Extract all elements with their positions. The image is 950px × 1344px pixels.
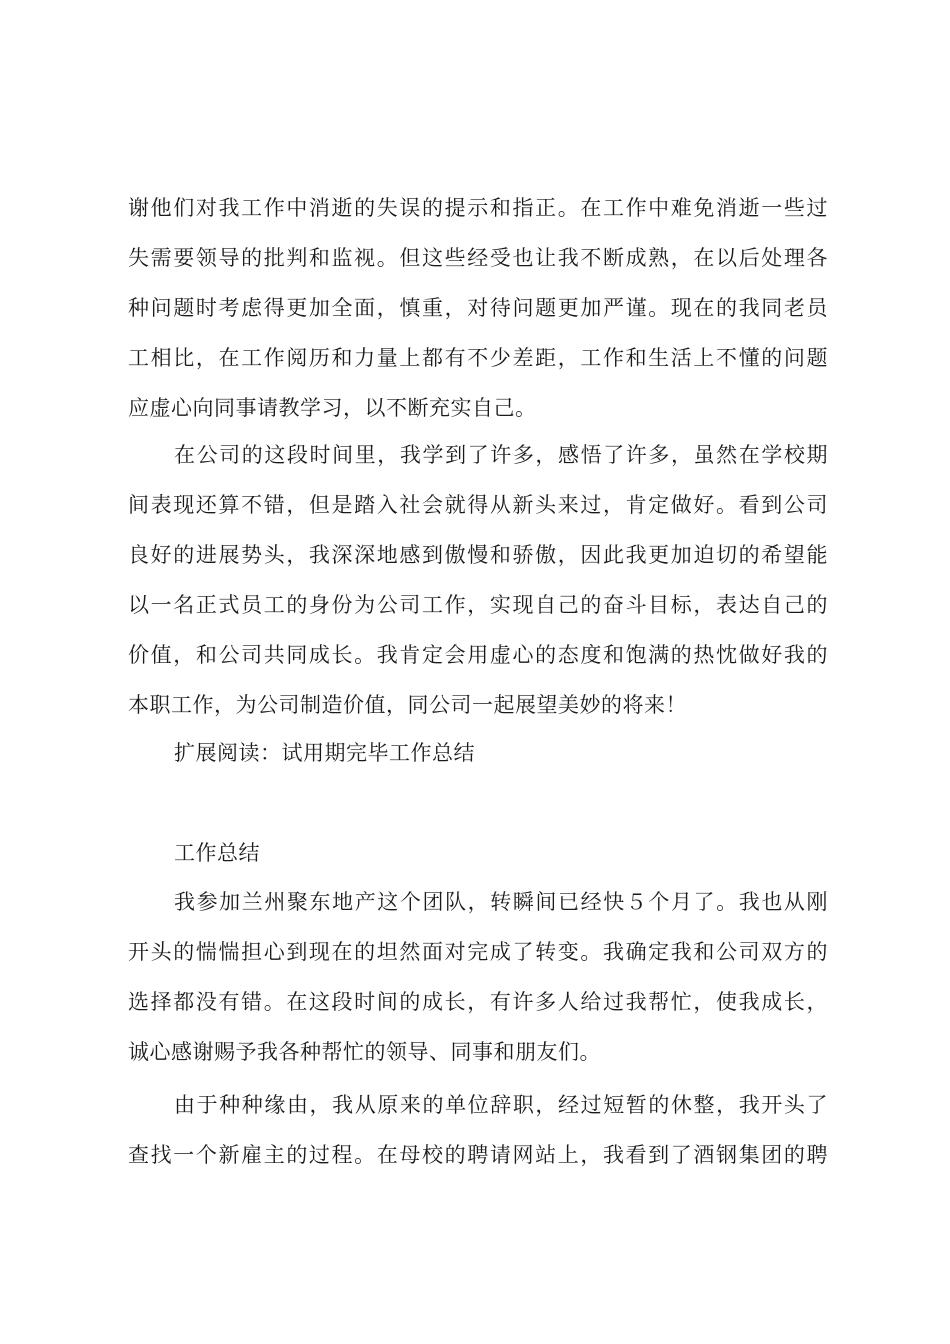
text-line: 种问题时考虑得更加全面，慎重，对待问题更加严谨。现在的我同老员 [128, 296, 828, 320]
extended-reading-title: 扩展阅读：试用期完毕工作总结 [174, 741, 475, 765]
text-line: 工相比，在工作阅历和力量上都有不少差距，工作和生活上不懂的问题 [128, 346, 828, 370]
text-line: 应虚心向同事请教学习，以不断充实自己。 [128, 396, 537, 420]
text-line: 良好的进展势头，我深深地感到傲慢和骄傲，因此我更加迫切的希望能 [128, 543, 828, 567]
text-line: 本职工作，为公司制造价值，同公司一起展望美妙的将来！ [128, 693, 687, 717]
text-line: 开头的惴惴担心到现在的坦然面对完成了转变。我确定我和公司双方的 [128, 940, 828, 964]
text-line: 查找一个新雇主的过程。在母校的聘请网站上，我看到了酒钢集团的聘 [128, 1143, 828, 1167]
text-line: 我参加兰州聚东地产这个团队，转瞬间已经快５个月了。我也从刚 [174, 890, 828, 914]
text-line: 间表现还算不错，但是踏入社会就得从新头来过，肯定做好。看到公司 [128, 493, 828, 517]
text-line: 价值，和公司共同成长。我肯定会用虚心的态度和饱满的热忱做好我的 [128, 643, 828, 667]
text-line: 以一名正式员工的身份为公司工作，实现自己的奋斗目标，表达自己的 [128, 593, 828, 617]
text-line: 诚心感谢赐予我各种帮忙的领导、同事和朋友们。 [128, 1040, 601, 1064]
text-line: 谢他们对我工作中消逝的失误的提示和指正。在工作中难免消逝一些过 [128, 196, 828, 220]
text-line: 失需要领导的批判和监视。但这些经受也让我不断成熟，在以后处理各 [128, 246, 828, 270]
text-line: 选择都没有错。在这段时间的成长，有许多人给过我帮忙，使我成长， [128, 990, 828, 1014]
text-line: 由于种种缘由，我从原来的单位辞职，经过短暂的休整，我开头了 [174, 1093, 828, 1117]
text-line: 在公司的这段时间里，我学到了许多，感悟了许多，虽然在学校期 [174, 443, 828, 467]
section-heading: 工作总结 [174, 841, 260, 865]
